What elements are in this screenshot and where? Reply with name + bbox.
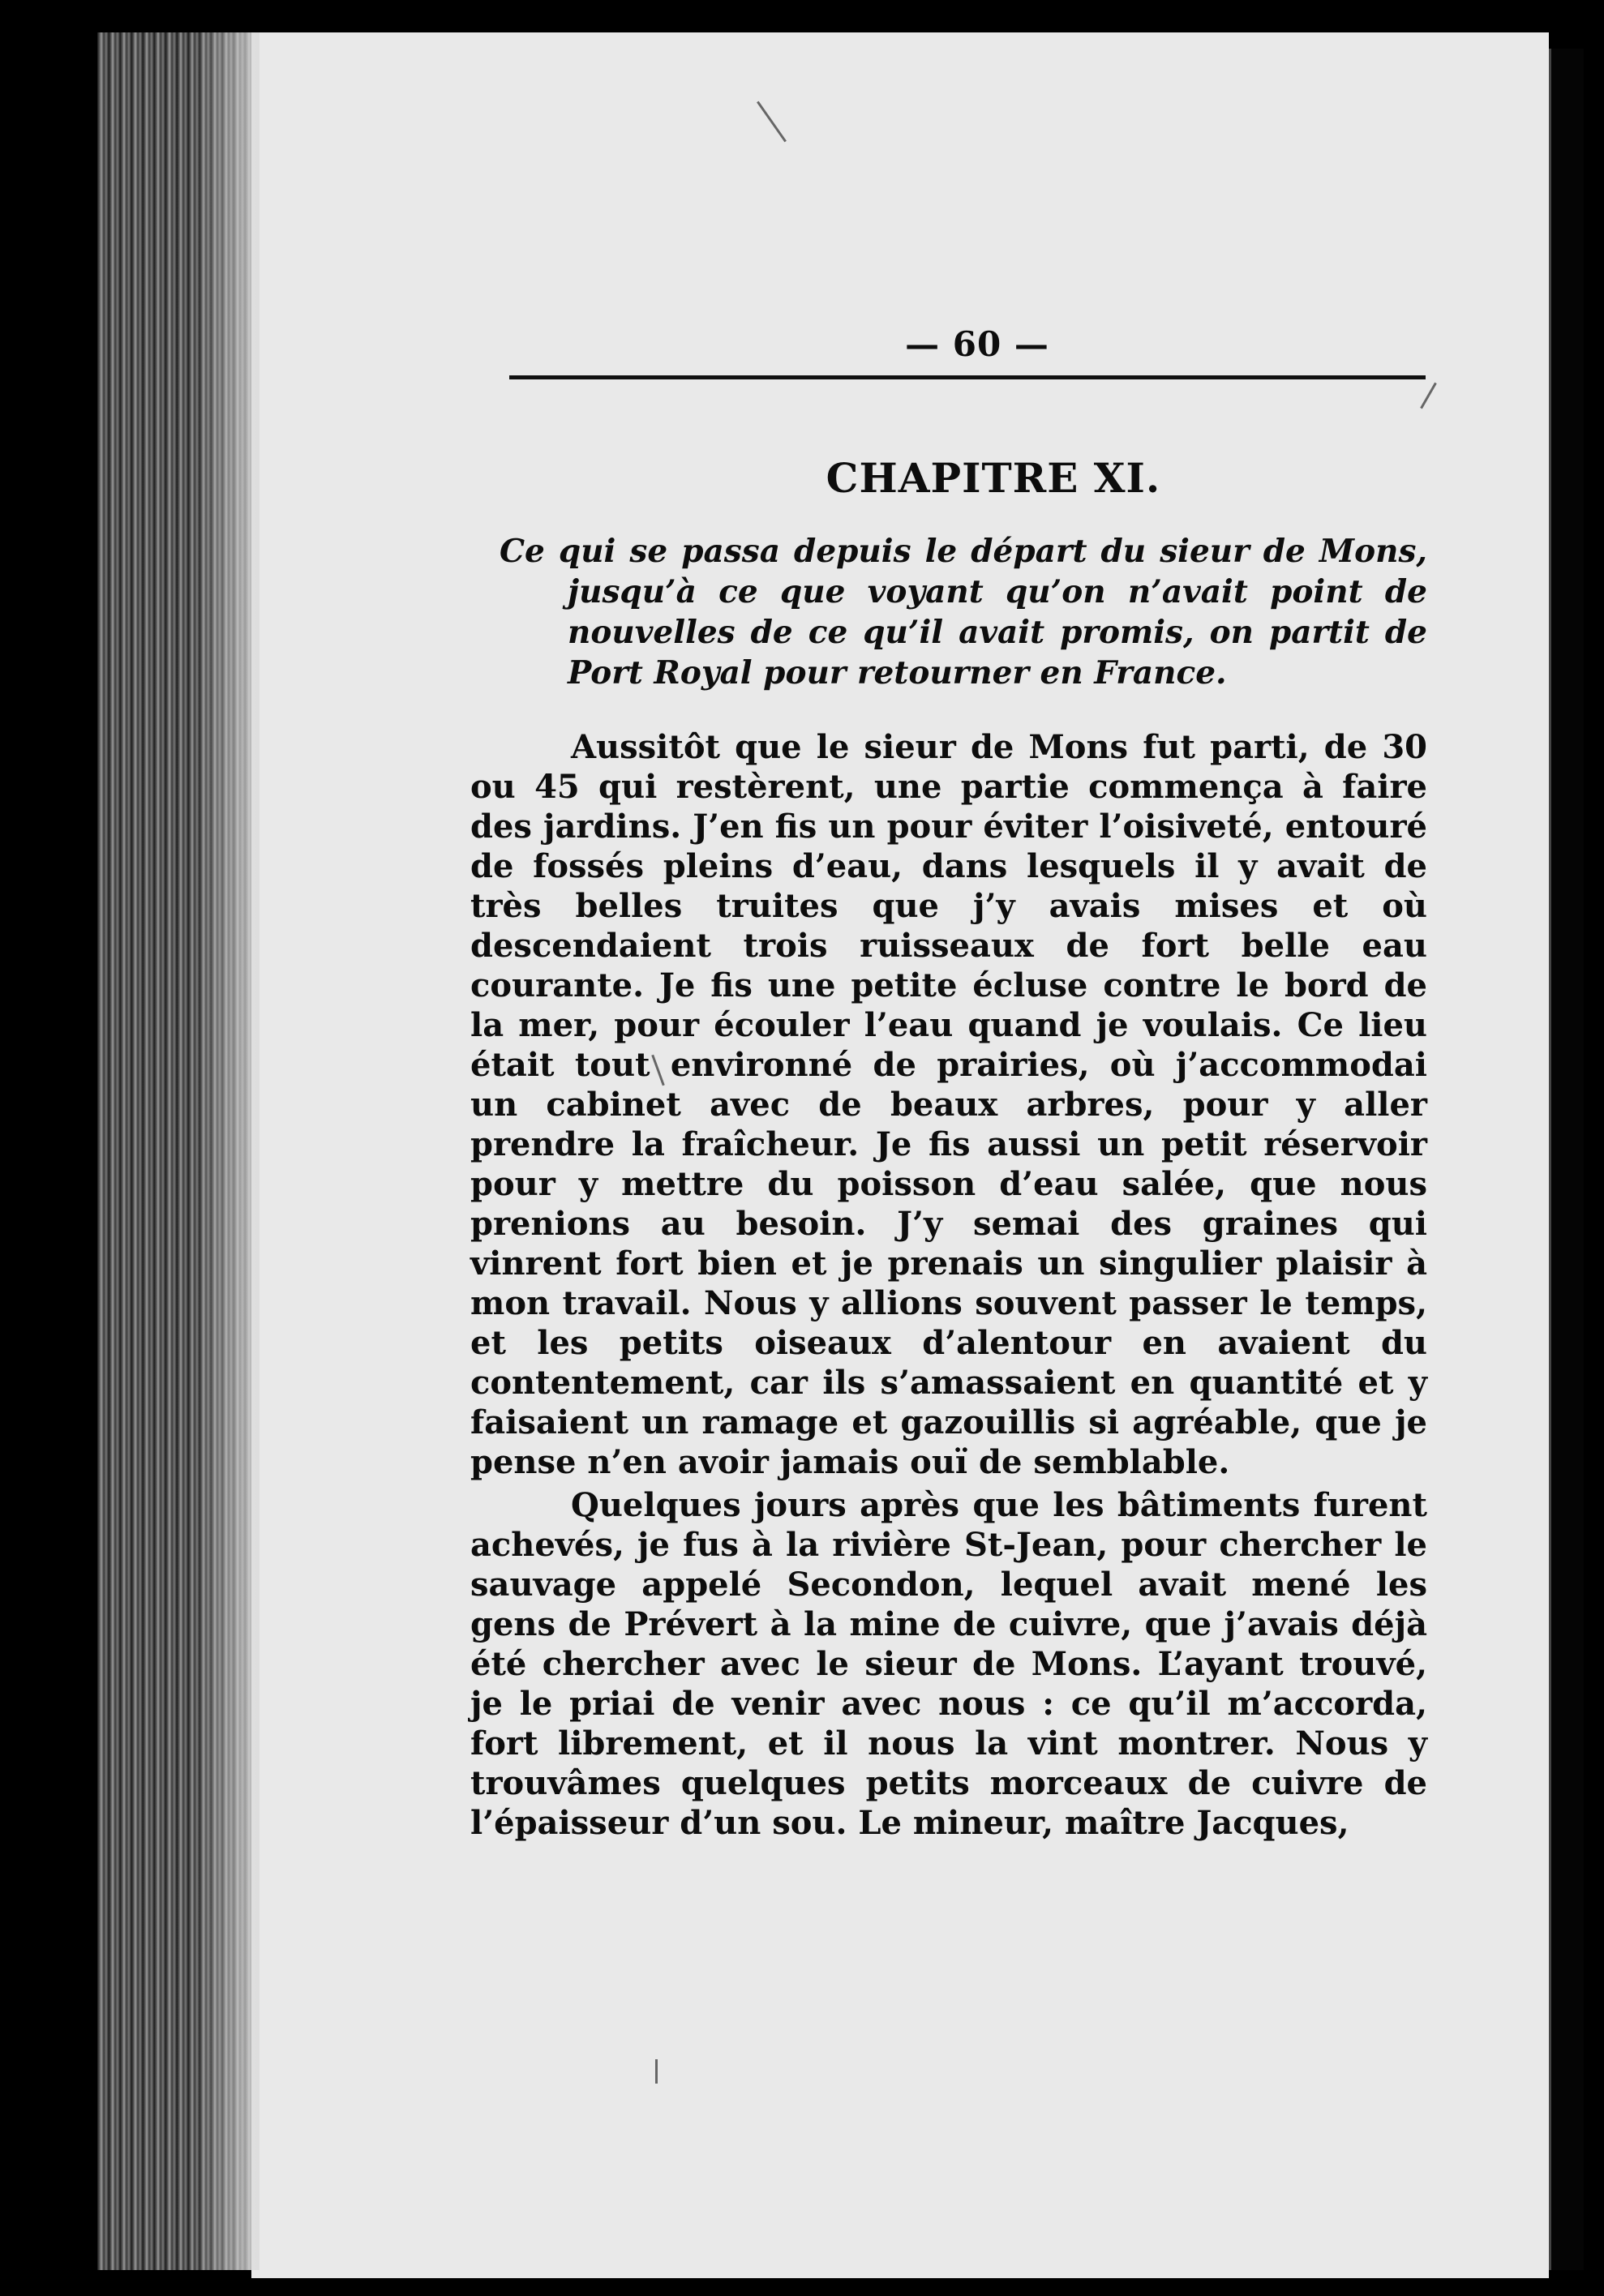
chapter-summary: Ce qui se passa depuis le départ du sieur de Mons, jusqu’à ce que voyant qu’on n’avait point de nouvelles de ce qu’il avait promis, on partit de Port Royal pour retourner en France.	[500, 533, 1427, 692]
page-number: — 60 —	[905, 324, 1049, 364]
facing-page-edge	[1549, 49, 1584, 2270]
chapter-title: CHAPITRE XI.	[826, 454, 1161, 502]
page-content	[470, 324, 1427, 1843]
header-rule	[509, 375, 1426, 379]
body-paragraph: Aussitôt que le sieur de Mons fut parti, de 30 ou 45 qui restèrent, une partie commença à faire des jardins. J’en fis un pour éviter l’oisiveté, entouré de fossés pleins d’eau, dans lesquels il y avait de très belles truites que j’y avais mises et où descendaient trois ruisseaux de fort belle eau courante. Je fis une petite écluse contre le bord de la mer, pour écouler l’eau quand je voulais. Ce lieu était tout environné de prairies, où j’accommodai un cabinet avec de beaux arbres, pour y aller prendre la fraîcheur. Je fis aussi un petit réservoir pour y mettre du poisson d’eau salée, que nous prenions au besoin. J’y semai des graines qui vinrent fort bien et je prenais un singulier plaisir à mon travail. Nous y allions souvent passer le temps, et les petits oiseaux d’alentour en avaient du contentement, car ils s’amassaient en quantité et y faisaient un ramage et gazouillis si agréable, que je pense n’en avoir jamais ouï de semblable.	[470, 728, 1427, 1481]
body-paragraph: Quelques jours après que les bâtiments furent achevés, je fus à la rivière St-Jean, pour chercher le sauvage appelé Secondon, lequel avait mené les gens de Prévert à la mine de cuivre, que j’avais déjà été chercher avec le sieur de Mons. L’ayant trouvé, je le priai de venir avec nous : ce qu’il m’accorda, fort librement, et il nous la vint montrer. Nous y trouvâmes quelques petits morceaux de cuivre de l’épaisseur d’un sou. Le mineur, maître Jacques,	[470, 1486, 1427, 1842]
scan-speck	[655, 2059, 658, 2084]
gutter-shadow	[195, 32, 259, 2270]
